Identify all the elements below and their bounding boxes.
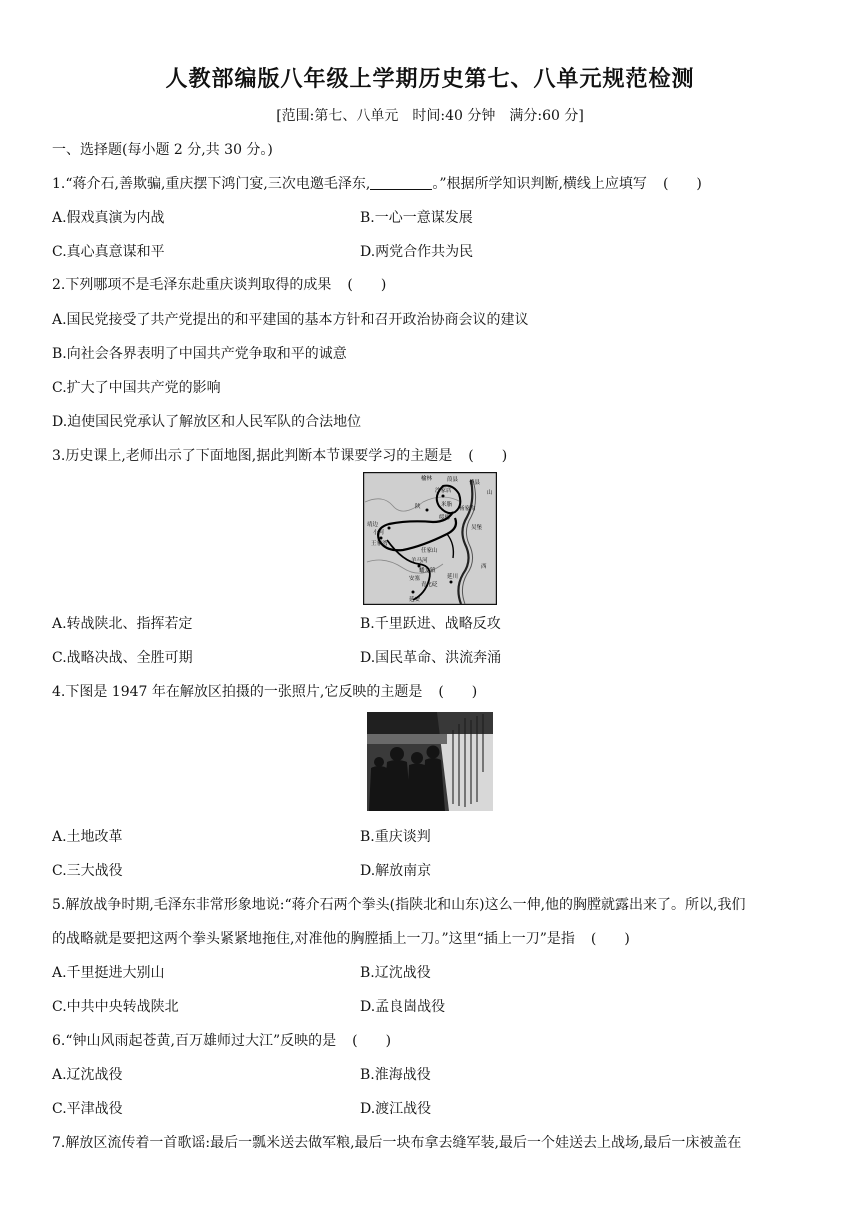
map-label: 葭县: [447, 477, 459, 483]
option-c: C.战略决战、全胜可期: [52, 650, 193, 666]
map-label: 延安: [409, 597, 421, 603]
map-label: 任家山: [421, 548, 438, 554]
photo-image: [367, 712, 493, 811]
map-image: [363, 472, 497, 605]
map-label: 陕: [415, 504, 421, 510]
option-a: A.转战陕北、指挥若定: [52, 616, 193, 632]
option-d: D.两党合作共为民: [360, 244, 474, 260]
option-d: D.孟良崮战役: [360, 999, 446, 1015]
map-label: 羊马河: [411, 558, 428, 564]
question-5-stem-text: 的战略就是要把这两个拳头紧紧地拖住,对准他的胸膛插上一刀。”这里“插上一刀”是指: [52, 931, 575, 947]
map-label: 蟠龙镇: [419, 568, 436, 574]
question-3-stem: [52, 447, 507, 465]
option-d: D.渡江战役: [360, 1101, 432, 1117]
map-label: 米脂: [441, 502, 453, 508]
shaanbei-map-figure: [363, 472, 497, 605]
question-1-stem: [52, 175, 702, 193]
option-b: B.辽沈战役: [360, 965, 431, 981]
answer-paren: ( ): [438, 684, 478, 700]
map-label: 青化砭: [421, 582, 438, 588]
map-label: 王家湾: [371, 541, 388, 547]
answer-paren: ( ): [468, 448, 508, 464]
option-a: A.国民党接受了共产党提出的和平建国的基本方针和召开政治协商会议的建议: [52, 312, 529, 328]
answer-paren: ( ): [352, 1033, 392, 1049]
option-c: C.三大战役: [52, 863, 123, 879]
map-label: 榆林: [421, 476, 433, 482]
answer-blank: [370, 175, 432, 190]
map-label: 佳县: [469, 480, 481, 486]
map-label: 靖边: [367, 522, 379, 528]
option-b: B.重庆谈判: [360, 829, 431, 845]
option-c: C.中共中央转战陕北: [52, 999, 179, 1015]
option-b: B.一心一意谋发展: [360, 210, 473, 226]
question-6-stem-text: 6.“钟山风雨起苍黄,百万雄师过大江”反映的是: [52, 1033, 337, 1049]
option-c: C.平津战役: [52, 1101, 123, 1117]
map-label: 杨家沟: [459, 506, 476, 512]
question-2-stem: [52, 276, 386, 294]
option-d: D.解放南京: [360, 863, 432, 879]
page-title: 人教部编版八年级上学期历史第七、八单元规范检测: [165, 67, 695, 92]
option-a: A.土地改革: [52, 829, 123, 845]
answer-paren: ( ): [590, 931, 630, 947]
section-heading: 一、选择题(每小题 2 分,共 30 分。): [52, 142, 273, 158]
option-b: B.千里跃进、战略反攻: [360, 616, 501, 632]
page-subtitle: [范围:第七、八单元 时间:40 分钟 满分:60 分]: [276, 108, 584, 124]
option-d: D.迫使国民党承认了解放区和人民军队的合法地位: [52, 414, 362, 430]
map-label: 沙家店: [435, 488, 452, 494]
option-a: A.千里挺进大别山: [52, 965, 165, 981]
map-label: 绥德: [439, 515, 451, 521]
map-label: 小河: [373, 530, 385, 536]
map-label: 延川: [447, 574, 459, 580]
answer-paren: ( ): [662, 176, 702, 192]
question-2-stem-text: 2.下列哪项不是毛泽东赴重庆谈判取得的成果: [52, 277, 332, 293]
answer-paren: ( ): [347, 277, 387, 293]
question-7-stem: 7.解放区流传着一首歌谣:最后一瓢米送去做军粮,最后一块布拿去缝军装,最后一个娃送去上战场,最后一床被盖在: [52, 1135, 742, 1151]
option-c: C.真心真意谋和平: [52, 244, 165, 260]
map-label: 山: [487, 490, 493, 496]
option-b: B.向社会各界表明了中国共产党争取和平的诚意: [52, 346, 347, 362]
map-label: 西: [481, 564, 487, 570]
question-1-stem-part-b: 。”根据所学知识判断,横线上应填写: [432, 176, 647, 192]
question-3-stem-text: 3.历史课上,老师出示了下面地图,据此判断本节课要学习的主题是: [52, 448, 453, 464]
map-label: 安塞: [409, 576, 421, 582]
option-d: D.国民革命、洪流奔涌: [360, 650, 502, 666]
option-b: B.淮海战役: [360, 1067, 431, 1083]
option-a: A.辽沈战役: [52, 1067, 123, 1083]
land-reform-photo: [367, 712, 493, 811]
question-6-stem: [52, 1032, 391, 1050]
option-c: C.扩大了中国共产党的影响: [52, 380, 221, 396]
question-1-stem-part-a: 1.“蒋介石,善欺骗,重庆摆下鸿门宴,三次电邀毛泽东,: [52, 176, 371, 192]
question-5-stem-line-1: 5.解放战争时期,毛泽东非常形象地说:“蒋介石两个拳头(指陕北和山东)这么一伸,他的胸膛就露出来了。所以,我们: [52, 897, 746, 913]
option-a: A.假戏真演为内战: [52, 210, 165, 226]
question-5-stem-line-2: [52, 930, 630, 948]
question-4-stem-text: 4.下图是 1947 年在解放区拍摄的一张照片,它反映的主题是: [52, 684, 423, 700]
question-4-stem: [52, 683, 477, 701]
map-label: 吴堡: [471, 525, 483, 531]
